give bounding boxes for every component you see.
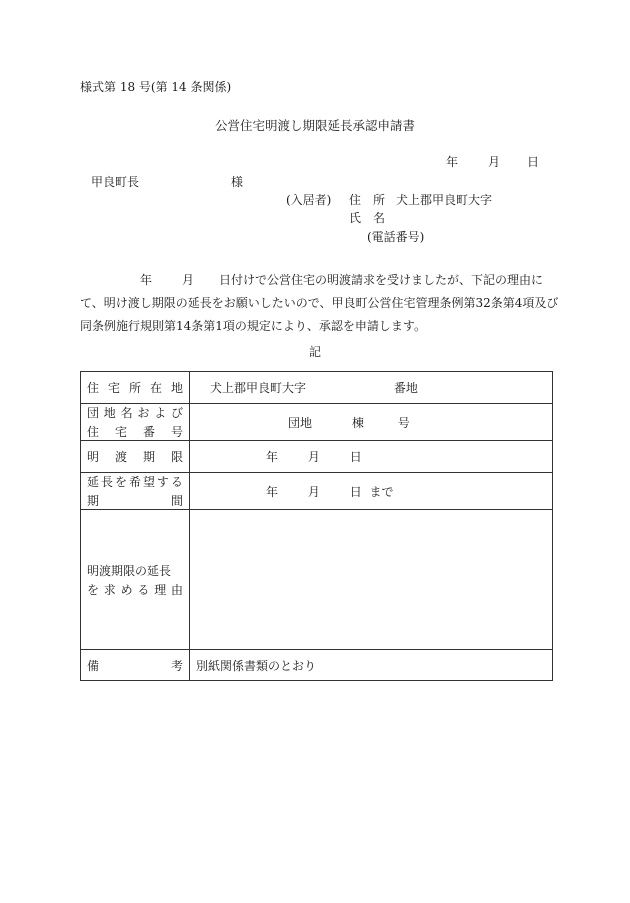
estate-number-value [190, 404, 553, 441]
estate-label-line1: 団 地 名 お よ び [87, 406, 183, 420]
table-row [81, 650, 553, 681]
form-number: 様式第 18 号(第 14 条関係) [80, 80, 232, 94]
table-row [81, 404, 553, 441]
addressee-name: 甲良町長 [91, 175, 140, 189]
extension-period-value [190, 473, 553, 510]
body-year: 年 [140, 273, 153, 287]
location-prefix: 犬上郡甲良町大字 [210, 381, 307, 395]
remarks-content: 別紙関係書類のとおり [196, 658, 317, 673]
table-row [81, 473, 553, 510]
extension-month: 月 [307, 484, 320, 499]
tou-unit: 棟 [351, 415, 364, 430]
remarks-value [190, 650, 553, 681]
date-year: 年 [446, 155, 459, 169]
date-day: 日 [527, 155, 540, 169]
vacate-deadline-text: 明 渡 期 限 [87, 450, 183, 464]
address-label: 住 所 [349, 193, 386, 207]
body-text: 日付けで公営住宅の明渡請求を受けましたが、下記の理由にて、明け渡し期限の延長をお願いしたいので、甲良町公営住宅管理条例第32条第4項及び同条例施行規則第14条第1項の規定により、承認を申請します。 [80, 273, 559, 333]
address-value: 犬上郡甲良町大字 [396, 193, 493, 207]
housing-location-label [81, 372, 190, 404]
memo-label: 記 [308, 345, 321, 359]
extension-label-line1: 延 長 を 希 望 す る [87, 475, 183, 489]
housing-location-text: 住 宅 所 在 地 [87, 381, 183, 395]
deadline-year: 年 [266, 450, 279, 464]
extension-reason-label [81, 510, 190, 650]
estate-number-label [81, 404, 190, 441]
application-table [80, 371, 553, 681]
application-date [446, 156, 539, 168]
remarks-label [81, 650, 190, 681]
extension-year: 年 [266, 484, 279, 499]
addressee-honorific: 様 [231, 175, 244, 189]
extension-label-line2: 期 間 [87, 494, 183, 508]
extension-until: まで [369, 484, 394, 499]
vacate-deadline-label [81, 441, 190, 473]
deadline-day: 日 [349, 450, 362, 464]
extension-day: 日 [349, 484, 362, 499]
date-month: 月 [488, 155, 501, 169]
extension-period-label [81, 473, 190, 510]
remarks-text: 備 考 [87, 658, 183, 673]
body-paragraph [80, 269, 560, 338]
vacate-deadline-value [190, 441, 553, 473]
danchi-unit: 団地 [288, 415, 313, 430]
deadline-month: 月 [307, 450, 320, 464]
name-label: 氏 名 [349, 211, 386, 225]
document-title: 公営住宅明渡し期限延長承認申請書 [214, 118, 415, 133]
body-month: 月 [182, 273, 195, 287]
table-row [81, 510, 553, 650]
phone-label: (電話番号) [367, 230, 425, 244]
gou-unit: 号 [397, 415, 410, 430]
estate-label-line2: 住 宅 番 号 [87, 425, 183, 439]
reason-label-line1: 明渡期限の延長 [87, 563, 172, 578]
extension-reason-value[interactable] [190, 510, 553, 650]
table-row [81, 372, 553, 404]
reason-label-line2: を 求 め る 理 由 [87, 582, 183, 597]
housing-location-value [190, 372, 553, 404]
table-row [81, 441, 553, 473]
location-suffix: 番地 [393, 381, 418, 395]
resident-tag: (入居者) [286, 193, 332, 207]
